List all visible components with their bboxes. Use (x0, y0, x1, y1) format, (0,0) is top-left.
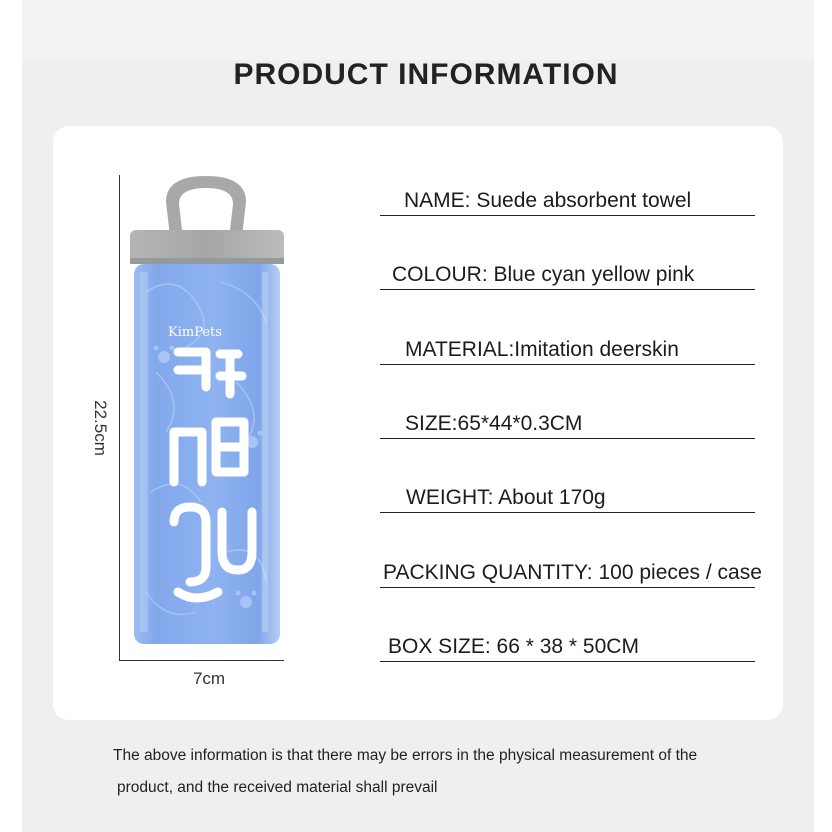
spec-row-material (380, 335, 755, 365)
disclaimer-line-2: product, and the received material shall prevail (117, 779, 438, 796)
spec-row-size (380, 409, 755, 439)
page-title: PRODUCT INFORMATION (233, 58, 619, 91)
spec-box-size-text: BOX SIZE: 66 * 38 * 50CM (388, 635, 639, 658)
spec-row-box-size (380, 632, 755, 662)
spec-row-weight (380, 483, 755, 513)
spec-packing-quantity-text: PACKING QUANTITY: 100 pieces / case (383, 561, 762, 584)
product-bottle-image (126, 172, 288, 648)
spec-row-name (380, 186, 755, 216)
spec-material-text: MATERIAL:Imitation deerskin (405, 338, 679, 361)
spec-row-colour (380, 260, 755, 290)
spec-row-packing-quantity (380, 558, 762, 588)
spec-name-text: NAME: Suede absorbent towel (404, 189, 692, 212)
height-dimension-line (119, 175, 120, 661)
height-dimension-label: 22.5cm (91, 400, 110, 456)
spec-weight-text: WEIGHT: About 170g (406, 486, 606, 509)
disclaimer-line-1: The above information is that there may be errors in the physical measurement of the (113, 747, 698, 764)
width-dimension-label: 7cm (192, 669, 226, 688)
width-dimension-line (119, 660, 284, 661)
top-strip (22, 0, 814, 60)
spec-size-text: SIZE:65*44*0.3CM (405, 412, 583, 435)
bottle-brand-text: KimPets (168, 325, 222, 340)
spec-colour-text: COLOUR: Blue cyan yellow pink (392, 263, 695, 286)
